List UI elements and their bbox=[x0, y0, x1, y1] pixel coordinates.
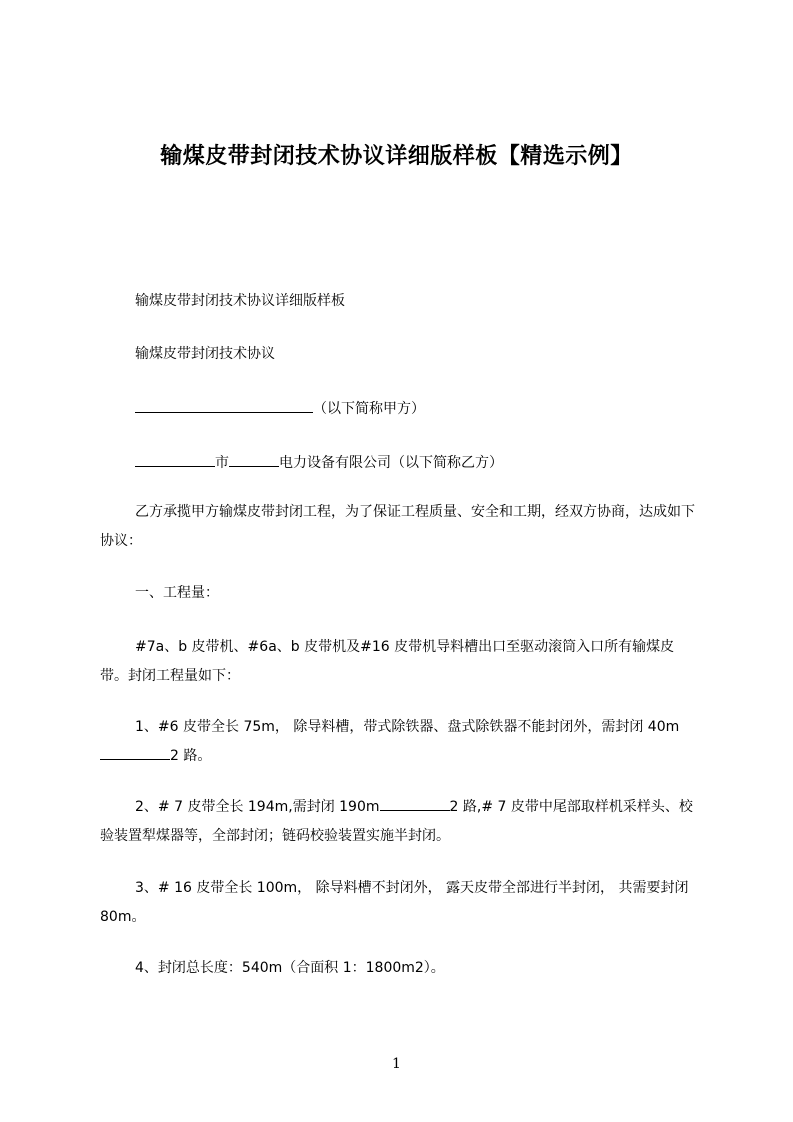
party-a-line bbox=[135, 399, 425, 418]
item-2-text: 2、# 7 皮带全长 194m,需封闭 190m bbox=[135, 799, 380, 815]
party-b-company-blank bbox=[229, 453, 279, 467]
item-2-blank bbox=[380, 797, 450, 811]
party-b-line bbox=[135, 453, 503, 472]
item-4-paragraph: 4、封闭总长度：540m（合面积 1：1800m2）。 bbox=[135, 960, 445, 976]
scope-paragraph: #7a、b 皮带机、#6a、b 皮带机及#16 皮带机导料槽出口至驱动滚筒入口所有输煤皮带。封闭工程量如下： bbox=[100, 639, 675, 684]
party-a-suffix: （以下简称甲方） bbox=[313, 401, 425, 417]
item-2-suffix: 2 路,# 7 皮带中尾部取样机采样头、校验装置犁煤器等，全部封闭；链码校验装置实施半封闭。 bbox=[100, 799, 693, 844]
item-1-text: 1、#6 皮带全长 75m， 除导料槽，带式除铁器、盘式除铁器不能封闭外，需封闭 40m bbox=[135, 719, 680, 735]
item-2-paragraph bbox=[100, 793, 700, 851]
item-1-paragraph bbox=[100, 713, 700, 771]
item-3-paragraph: 3、# 16 皮带全长 100m， 除导料槽不封闭外， 露天皮带全部进行半封闭， 共需要封闭 80m。 bbox=[100, 880, 689, 925]
party-b-suffix: 电力设备有限公司（以下简称乙方） bbox=[279, 455, 503, 471]
party-a-blank bbox=[135, 399, 313, 413]
party-b-city: 市 bbox=[215, 455, 229, 471]
document-subtitle: 输煤皮带封闭技术协议详细版样板 bbox=[135, 293, 345, 309]
document-title: 输煤皮带封闭技术协议详细版样板【精选示例】 bbox=[160, 144, 633, 169]
intro-paragraph: 乙方承揽甲方输煤皮带封闭工程，为了保证工程质量、安全和工期，经双方协商，达成如下协议： bbox=[100, 504, 695, 549]
section-heading: 一、工程量： bbox=[135, 585, 219, 601]
page-number: 1 bbox=[392, 1056, 401, 1072]
item-1-blank bbox=[100, 746, 170, 760]
party-b-city-blank bbox=[135, 453, 215, 467]
item-1-suffix: 2 路。 bbox=[170, 748, 212, 764]
agreement-name: 输煤皮带封闭技术协议 bbox=[135, 346, 275, 362]
